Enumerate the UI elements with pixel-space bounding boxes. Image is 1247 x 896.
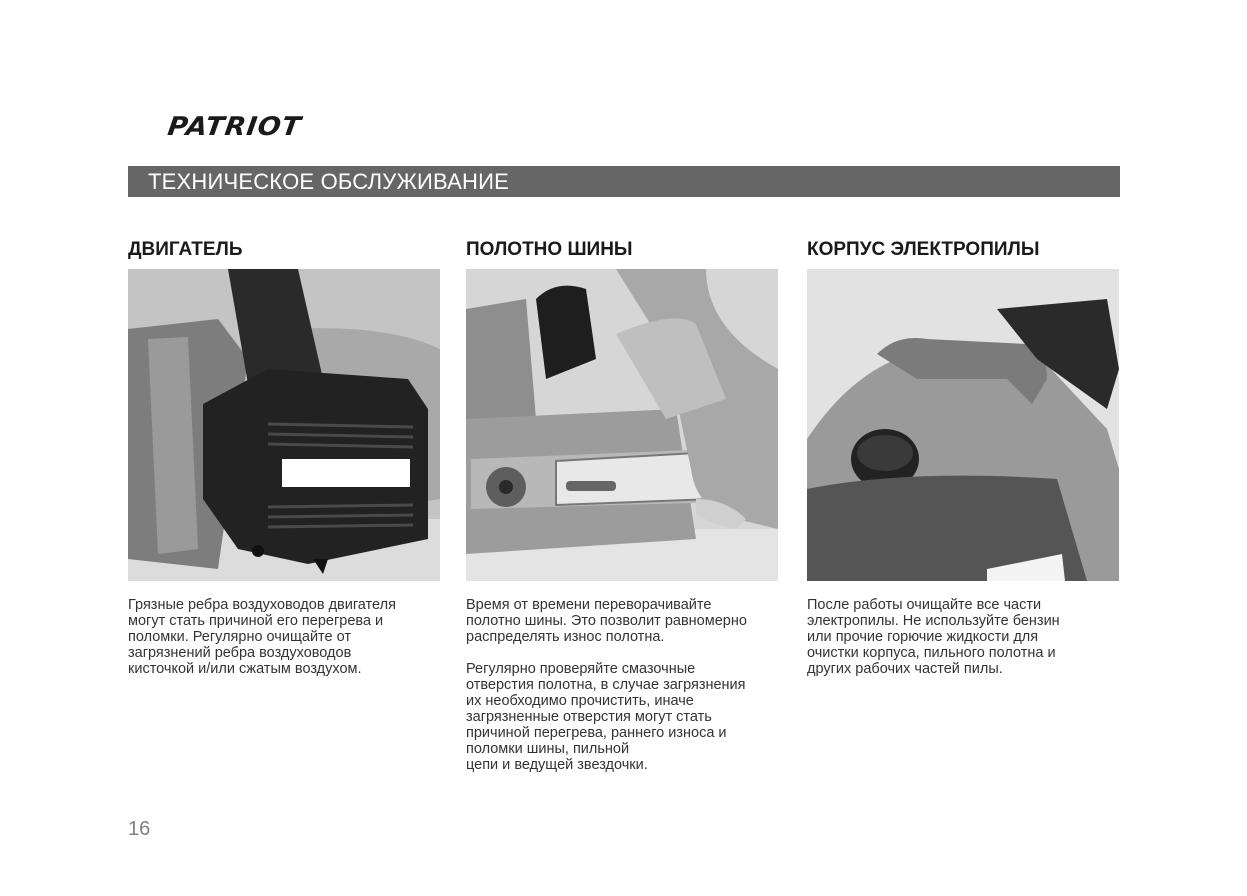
column-body <box>807 597 1127 693</box>
column-heading: КОРПУС ЭЛЕКТРОПИЛЫ <box>807 239 1040 260</box>
section-title: ТЕХНИЧЕСКОЕ ОБСЛУЖИВАНИЕ <box>148 169 509 194</box>
paragraph: Время от времени переворачивайте полотно шины. Это позволит равномерно распределять износ полотна. <box>466 597 747 645</box>
column-saw-body <box>807 238 1127 677</box>
paragraph: Грязные ребра воздуховодов двигателя могут стать причиной его перегрева и поломки. Регулярно очищайте от загрязнений ребра воздуховодов кисточкой и/или сжатым воздухом. <box>128 597 396 677</box>
section-title-bar <box>128 166 1120 197</box>
column-body <box>466 597 786 789</box>
column-engine <box>128 238 448 677</box>
patriot-logo: PATRIOT <box>165 112 304 142</box>
engine-housing-photo <box>128 269 440 581</box>
paragraph: После работы очищайте все части электропилы. Не используйте бензин или прочие горючие жидкости для очистки корпуса, пильного полотна и других рабочих частей пилы. <box>807 597 1060 677</box>
column-heading: ПОЛОТНО ШИНЫ <box>466 239 633 260</box>
page-number: 16 <box>128 818 151 840</box>
column-body <box>128 597 448 693</box>
paragraph: Регулярно проверяйте смазочные отверстия полотна, в случае загрязнения их необходимо прочистить, иначе загрязненные отверстия могут стать причиной перегрева, раннего износа и поломки шины, пильной цепи и ведущей звездочки. <box>466 661 746 773</box>
guide-bar-photo <box>466 269 778 581</box>
column-heading: ДВИГАТЕЛЬ <box>128 239 243 260</box>
saw-body-photo <box>807 269 1119 581</box>
column-guide-bar <box>466 238 786 773</box>
